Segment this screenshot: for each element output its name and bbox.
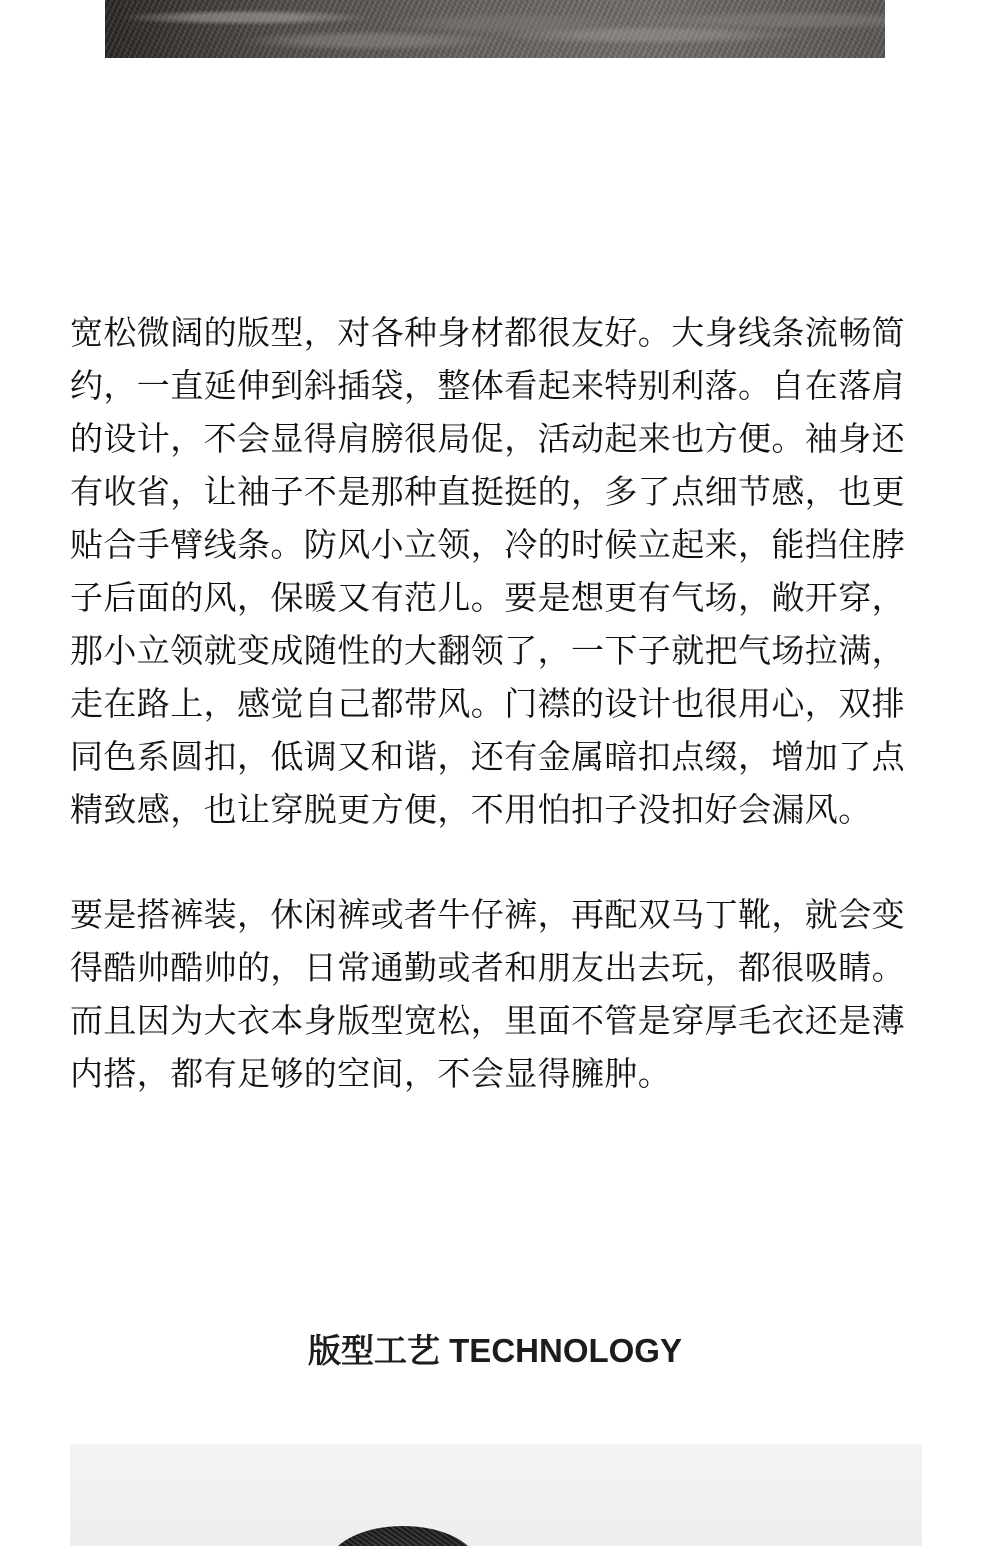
description-paragraph-fit: 宽松微阔的版型，对各种身材都很友好。大身线条流畅简 约，一直延伸到斜插袋，整体看起来特别利落。自在落肩 的设计，不会显得肩膀很局促，活动起来也方便。袖身还 有收省，让袖子不是那种直挺挺的，多了点细节感，也更 贴合手臂线条。防风小立领，冷的时候立起来，能挡住脖 子后面的风，保暖又有范儿。要是想更有气场，敞开穿， 那小立领就变成随性的大翻领了，一下子就把气场拉满， 走在路上，感觉自己都带风。门襟的设计也很用心，双排 同色系圆扣，低调又和谐，还有金属暗扣点缀，增加了点 精致感，也让穿脱更方便，不用怕扣子没扣好会漏风。 [70, 313, 905, 829]
bottom-product-photo [70, 1444, 922, 1546]
top-product-photo [105, 0, 885, 58]
description-paragraph-styling: 要是搭裤装，休闲裤或者牛仔裤，再配双马丁靴，就会变 得酷帅酷帅的，日常通勤或者和朋友出去玩，都很吸睛。 而且因为大衣本身版型宽松，里面不管是穿厚毛衣还是薄 内搭，都有足够的空间，不会显得臃肿。 [70, 895, 905, 1093]
section-title: 版型工艺 TECHNOLOGY [307, 1332, 682, 1369]
model-head [328, 1526, 478, 1546]
